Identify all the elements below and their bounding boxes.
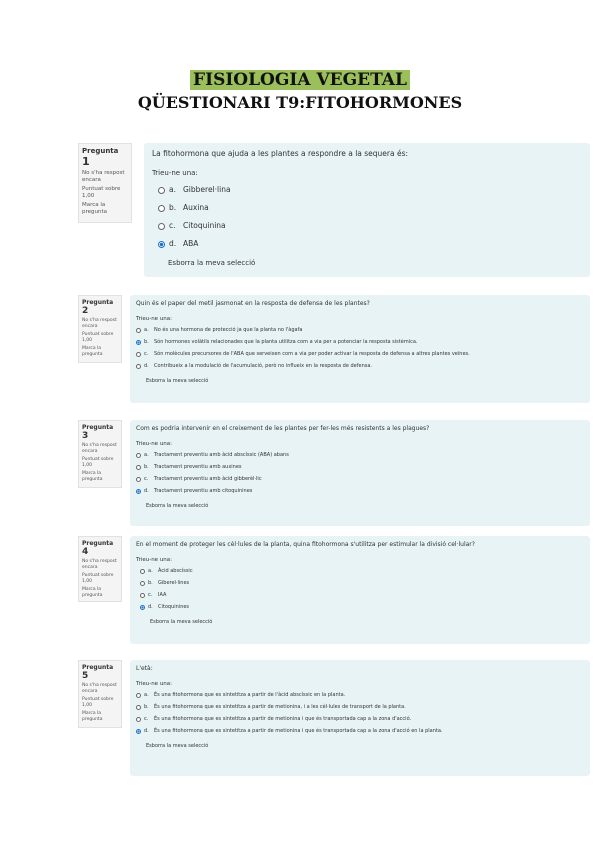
question-info <box>78 143 132 223</box>
choose-label: Trieu-ne una: <box>136 557 173 563</box>
question-number: Pregunta 2 <box>82 299 114 316</box>
question-text: Com es podria intervenir en el creixement de les plantes per fer-les més resistents a les plagues? <box>136 425 430 432</box>
radio-button[interactable] <box>136 465 141 470</box>
question-info <box>78 420 122 488</box>
question-content <box>130 660 590 776</box>
answer-option[interactable]: c. És una fitohormona que es sintetitza a partir de metionina i que és transportada cap a la zona d'acció. <box>136 716 584 723</box>
radio-button[interactable] <box>140 593 145 598</box>
question-info <box>78 660 122 728</box>
answer-option[interactable]: c. Citoquinina <box>158 221 582 231</box>
radio-button[interactable] <box>136 693 141 698</box>
answer-option[interactable]: c. Són molècules precursores de l'ABA que serveixen com a via per poder activar la resposta de defensa a altres plantes veïnes. <box>136 351 584 358</box>
question-number: Pregunta 5 <box>82 664 114 681</box>
question-status: No s'ha respost encara <box>82 683 117 694</box>
radio-button[interactable] <box>136 352 141 357</box>
question-3 <box>78 420 590 528</box>
radio-button[interactable] <box>158 205 165 212</box>
question-info <box>78 295 122 363</box>
question-content <box>130 295 590 403</box>
radio-button[interactable] <box>136 477 141 482</box>
answer-option[interactable]: a. No és una hormona de protecció ja que la planta no l'àgafa <box>136 327 584 334</box>
flag-question-link[interactable]: Marca la pregunta <box>82 202 108 215</box>
choose-label: Trieu-ne una: <box>136 316 173 322</box>
document-title: FISIOLOGIA VEGETAL <box>190 70 410 90</box>
clear-selection-link[interactable]: Esborra la meva selecció <box>150 619 213 625</box>
radio-button-selected[interactable] <box>136 729 141 734</box>
answer-option[interactable]: d. ABA <box>158 239 582 249</box>
answer-option[interactable]: d. Citoquinines <box>140 604 584 611</box>
question-number: Pregunta 4 <box>82 540 114 557</box>
flag-question-link[interactable]: Marca la pregunta <box>82 587 103 598</box>
question-text: En el moment de proteger les cèl·lules de la planta, quina fitohormona s'utilitza per estimular la divisió cel·lular? <box>136 541 475 548</box>
choose-label: Trieu-ne una: <box>136 441 173 447</box>
question-text: La fitohormona que ajuda a les plantes a respondre a la sequera és: <box>152 149 409 158</box>
question-text: Quin és el paper del metil jasmonat en la resposta de defensa de les plantes? <box>136 300 370 307</box>
question-status: No s'ha respost encara <box>82 170 125 183</box>
answer-option[interactable]: a. Tractament preventiu amb àcid abscíssic (ABA) abans <box>136 452 584 459</box>
answer-option[interactable]: a. Àcid abscíssic <box>140 568 584 575</box>
document-subtitle: QÜESTIONARI T9:FITOHORMONES <box>137 93 463 112</box>
radio-button[interactable] <box>140 581 145 586</box>
radio-button[interactable] <box>140 569 145 574</box>
question-points: Puntuat sobre 1,00 <box>82 457 114 468</box>
question-content <box>144 143 590 277</box>
answer-option[interactable]: d. És una fitohormona que es sintetitza a partir de metionina i que és transportada cap a la zona d'acció en la planta. <box>136 728 584 735</box>
document-header <box>0 70 600 112</box>
radio-button[interactable] <box>136 364 141 369</box>
answer-option[interactable]: a. Gibberel·lina <box>158 185 582 195</box>
choose-label: Trieu-ne una: <box>152 169 198 177</box>
answer-option[interactable]: a. És una fitohormona que es sintetitza a partir de l'àcid abscíssic en la planta. <box>136 692 584 699</box>
clear-selection-link[interactable]: Esborra la meva selecció <box>168 259 256 267</box>
clear-selection-link[interactable]: Esborra la meva selecció <box>146 378 209 384</box>
radio-button-selected[interactable] <box>136 340 141 345</box>
question-text: L'età: <box>136 665 153 672</box>
question-status: No s'ha respost encara <box>82 443 117 454</box>
answer-option[interactable]: b. Giberel·lines <box>140 580 584 587</box>
question-5 <box>78 660 590 778</box>
question-info <box>78 536 122 602</box>
answer-option[interactable]: c. Tractament preventiu amb àcid gibberèl·lic <box>136 476 584 483</box>
question-points: Puntuat sobre 1,00 <box>82 697 114 708</box>
radio-button[interactable] <box>158 223 165 230</box>
question-1 <box>78 143 590 279</box>
clear-selection-link[interactable]: Esborra la meva selecció <box>146 503 209 509</box>
radio-button[interactable] <box>158 187 165 194</box>
question-points: Puntuat sobre 1,00 <box>82 332 114 343</box>
flag-question-link[interactable]: Marca la pregunta <box>82 471 103 482</box>
radio-button[interactable] <box>136 717 141 722</box>
answer-option[interactable]: d. Tractament preventiu amb citoquinines <box>136 488 584 495</box>
question-number: Pregunta 1 <box>82 147 119 168</box>
question-2 <box>78 295 590 405</box>
answer-option[interactable]: b. És una fitohormona que es sintetitza a partir de metionina, i a les cèl·lules de transport de la planta. <box>136 704 584 711</box>
question-status: No s'ha respost encara <box>82 559 117 570</box>
answer-option[interactable]: b. Són hormones volàtils relacionades que la planta utilitza com a via per a potenciar la resposta sistèmica. <box>136 339 584 346</box>
answer-option[interactable]: b. Auxina <box>158 203 582 213</box>
radio-button-selected[interactable] <box>140 605 145 610</box>
radio-button-selected[interactable] <box>136 489 141 494</box>
question-4 <box>78 536 590 646</box>
choose-label: Trieu-ne una: <box>136 681 173 687</box>
answer-option[interactable]: c. IAA <box>140 592 584 599</box>
radio-button[interactable] <box>136 453 141 458</box>
flag-question-link[interactable]: Marca la pregunta <box>82 346 103 357</box>
clear-selection-link[interactable]: Esborra la meva selecció <box>146 743 209 749</box>
question-number: Pregunta 3 <box>82 424 114 441</box>
flag-question-link[interactable]: Marca la pregunta <box>82 711 103 722</box>
radio-button-selected[interactable] <box>158 241 165 248</box>
question-points: Puntuat sobre 1,00 <box>82 573 114 584</box>
question-content <box>130 536 590 644</box>
question-points: Puntuat sobre 1,00 <box>82 186 121 199</box>
answer-option[interactable]: b. Tractament preventiu amb auxines <box>136 464 584 471</box>
answer-option[interactable]: d. Contribueix a la modulació de l'acumulació, però no influeix en la resposta de defensa. <box>136 363 584 370</box>
question-status: No s'ha respost encara <box>82 318 117 329</box>
radio-button[interactable] <box>136 328 141 333</box>
question-content <box>130 420 590 526</box>
radio-button[interactable] <box>136 705 141 710</box>
